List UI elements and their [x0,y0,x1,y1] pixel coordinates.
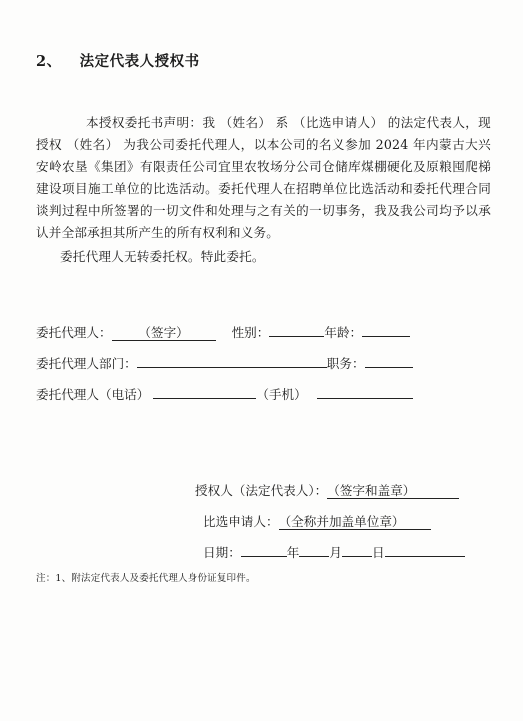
statement-text: 为我公司委托代理人，以本公司的名义参加 2024 年内蒙古大兴安岭农垦《集团》有限责任公司宜里农牧场分公司仓储库煤棚硬化及原粮囤爬梯建设项目施工单位的比选活动。委托代理人在招聘单位比选活动和委托代理合同谈判过程中所签署的一切文件和处理与之有关的一切事务，我及我公司均予以承认并全部承担其所产生的所有权利和义务。 [36,137,491,240]
year-label: 年 [286,545,300,560]
agent-info-line [36,322,410,341]
statement-paragraph [36,112,491,244]
phone-label: 委托代理人（电话） [36,387,150,402]
agent-signature-field[interactable] [112,326,216,341]
no-subdelegation-paragraph: 委托代理人无转委托权。特此委托。 [60,249,265,264]
position-field[interactable] [365,367,413,368]
date-trailing-line [385,556,465,557]
applicant-placeholder: （比选申请人） [292,115,384,130]
authorizer-signature-hint: （签字和盖章） [327,483,416,498]
agent-signature-hint: （签字） [138,325,189,340]
age-field[interactable] [362,336,410,337]
agent-dept-line [36,353,413,372]
month-field[interactable] [299,556,329,557]
phone-field[interactable] [153,398,256,399]
age-label: 年龄： [324,325,363,340]
authorizer-signature-field[interactable] [327,484,459,499]
dept-field[interactable] [137,367,327,368]
year-field[interactable] [241,556,287,557]
statement-text: 系 [271,115,293,130]
footnote: 注：1、附法定代表人及委托代理人身份证复印件。 [36,573,256,584]
section-heading [36,50,200,71]
gender-field[interactable] [269,336,324,337]
authorizer-label: 授权人（法定代表人）： [195,483,328,498]
representative-name-placeholder: （姓名） [219,115,272,130]
applicant-line [203,511,431,530]
day-field[interactable] [342,556,372,557]
applicant-label: 比选申请人： [203,514,279,529]
agent-phone-line [36,384,413,403]
statement-text: 本授权委托书声明：我 [86,115,220,130]
agent-name-placeholder: （姓名） [66,137,119,152]
date-line [203,542,465,561]
day-label: 日 [371,545,385,560]
position-label: 职务： [326,356,365,371]
section-number: 2、 [36,53,62,70]
applicant-seal-hint: （全称并加盖单位章） [278,514,405,529]
date-label: 日期： [203,545,241,560]
applicant-seal-field[interactable] [279,515,431,530]
dept-label: 委托代理人部门： [36,356,137,371]
agent-label: 委托代理人： [36,325,112,340]
month-label: 月 [329,545,342,560]
mobile-field[interactable] [317,398,413,399]
section-title: 法定代表人授权书 [79,53,200,70]
statement-text: 的法定代表人，现授权 [36,115,491,152]
mobile-label: （手机） [256,387,307,402]
authorization-statement [36,112,491,268]
authorizer-line [195,480,459,499]
gender-label: 性别： [231,325,270,340]
